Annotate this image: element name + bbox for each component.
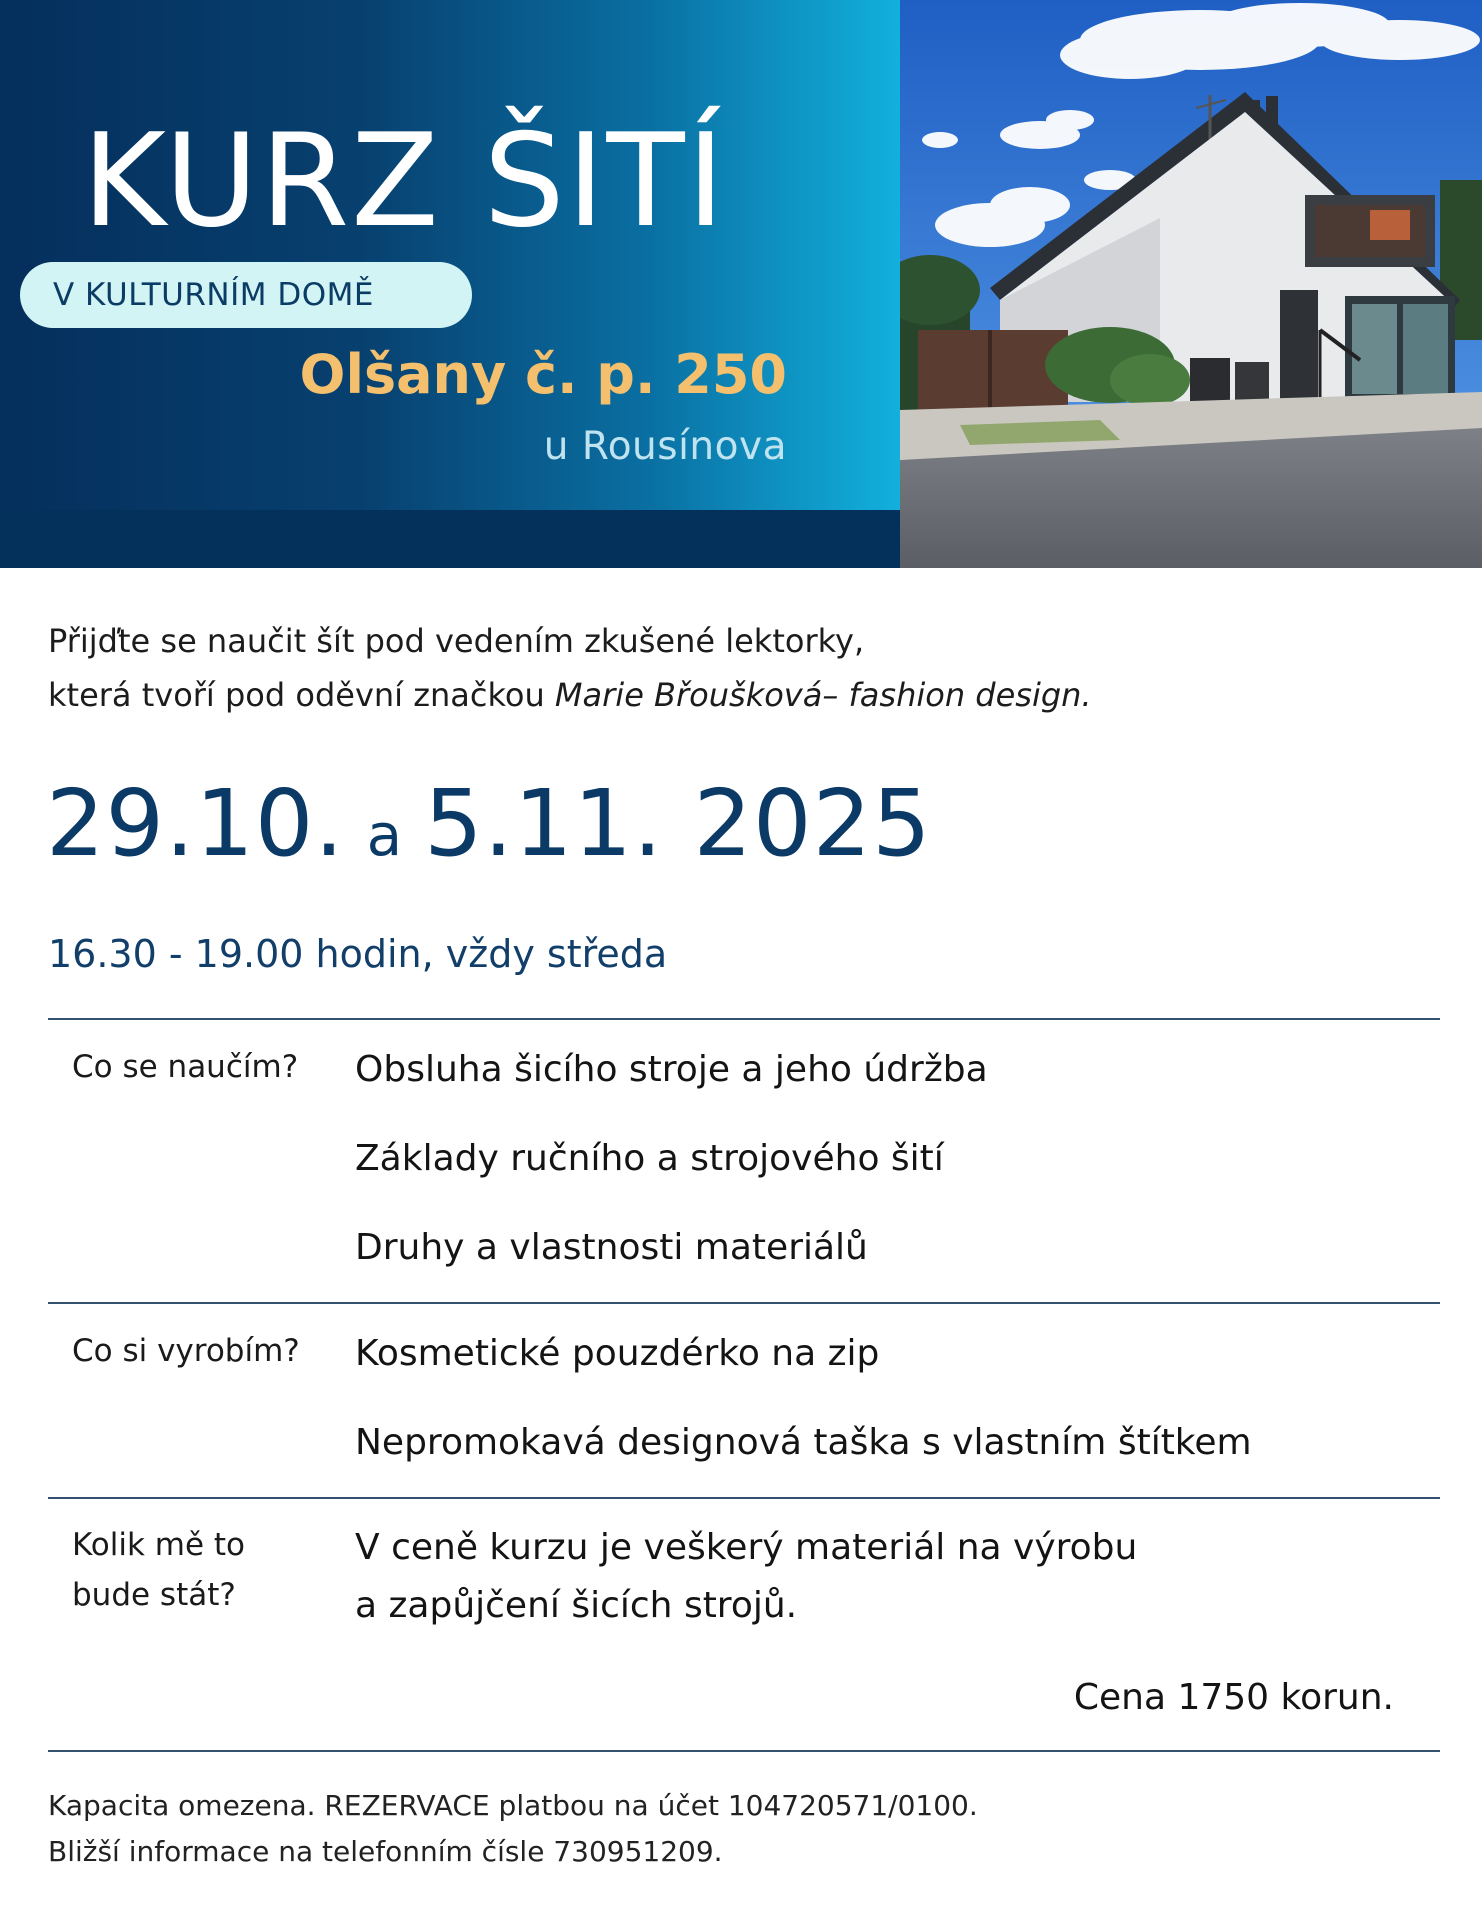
- building-photo: [900, 0, 1482, 568]
- date-second: 5.11. 2025: [424, 770, 932, 877]
- course-price: Cena 1750 korun.: [1073, 1677, 1394, 1718]
- section-learn-item-2: Základy ručního a strojového šití: [355, 1138, 944, 1179]
- footer-info: [48, 1783, 978, 1875]
- divider-3: [48, 1497, 1440, 1499]
- section-cost-label-line-1: Kolik mě to: [72, 1527, 246, 1563]
- intro-line-2: [48, 668, 1428, 722]
- divider-1: [48, 1018, 1440, 1020]
- venue-town: u Rousínova: [543, 424, 787, 469]
- date-first: 29.10.: [46, 770, 345, 877]
- divider-4: [48, 1750, 1440, 1752]
- section-make-item-1: Kosmetické pouzdérko na zip: [355, 1333, 880, 1374]
- intro-line-2-prefix: která tvoří pod oděvní značkou: [48, 676, 555, 714]
- divider-2: [48, 1302, 1440, 1304]
- section-make-item-2: Nepromokavá designová taška s vlastním štítkem: [355, 1422, 1252, 1463]
- intro-text: [48, 614, 1428, 722]
- venue-address: Olšany č. p. 250: [299, 343, 787, 406]
- section-make-label: Co si vyrobím?: [72, 1333, 300, 1369]
- header-bottom-band: [0, 510, 900, 568]
- intro-line-1: Přijďte se naučit šít pod vedením zkušené lektorky,: [48, 622, 865, 660]
- section-learn-item-3: Druhy a vlastnosti materiálů: [355, 1227, 868, 1268]
- section-learn-item-1: Obsluha šicího stroje a jeho údržba: [355, 1049, 988, 1090]
- brand-name: Marie Břoušková– fashion design.: [554, 676, 1092, 714]
- section-cost-item-2: a zapůjčení šicích strojů.: [355, 1585, 798, 1626]
- footer-reservation: Kapacita omezena. REZERVACE platbou na účet 104720571/0100.: [48, 1789, 978, 1822]
- header-banner: [0, 0, 1482, 568]
- section-cost-item-1: V ceně kurzu je veškerý materiál na výrobu: [355, 1527, 1138, 1568]
- section-learn-label: Co se naučím?: [72, 1049, 299, 1085]
- section-cost-label-line-2: bude stát?: [72, 1577, 236, 1613]
- page-title: KURZ ŠITÍ: [82, 107, 727, 256]
- venue-pill: V KULTURNÍM DOMĚ: [20, 262, 472, 328]
- footer-contact: Bližší informace na telefonním čísle 730951209.: [48, 1835, 723, 1868]
- course-dates: [46, 770, 932, 877]
- date-connector: a: [366, 801, 403, 869]
- course-time: 16.30 - 19.00 hodin, vždy středa: [48, 932, 668, 976]
